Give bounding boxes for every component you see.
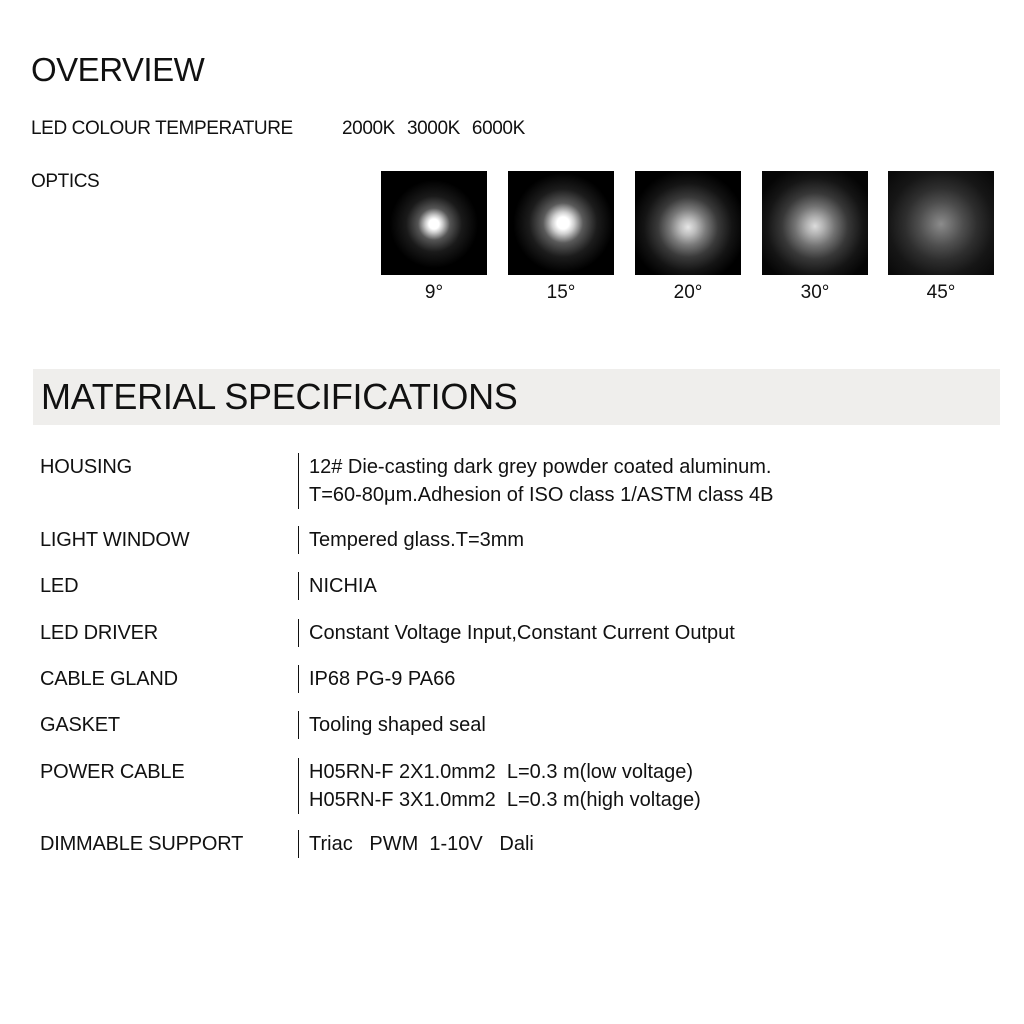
spec-label: POWER CABLE [40,761,185,783]
overview-title: OVERVIEW [31,51,205,88]
spec-value-line: H05RN-F 2X1.0mm2 L=0.3 m(low voltage) [309,761,694,783]
optic-angle-label: 15° [546,282,576,303]
spec-label: GASKET [40,714,120,736]
spec-label: LIGHT WINDOW [40,529,190,551]
optic-angle-label: 20° [673,282,703,303]
spec-value-line: Constant Voltage Input,Constant Current Output [309,622,735,644]
spec-value [298,572,377,600]
spec-value [298,665,455,693]
cct-value: 3000K [406,118,460,139]
optics-label: OPTICS [31,171,100,192]
spec-value-line: 12# Die-casting dark grey powder coated aluminum. [309,456,772,478]
optic-20-degree [635,171,741,305]
spec-value-line: NICHIA [309,575,377,597]
material-specifications-header [33,369,1000,425]
spec-value [298,526,524,554]
spec-value-line: H05RN-F 3X1.0mm2 L=0.3 m(high voltage) [309,789,701,811]
spec-label: LED DRIVER [40,622,159,644]
colour-temperature-label: LED COLOUR TEMPERATURE [31,118,293,139]
cct-value: 2000K [342,118,395,139]
optic-angle-label: 45° [926,282,956,303]
spec-value [298,711,486,739]
optic-15-degree [508,171,614,305]
optic-30-degree [762,171,868,305]
spec-value-line: Tooling shaped seal [309,714,486,736]
optic-45-degree [888,171,994,305]
spec-value-line: Tempered glass.T=3mm [309,529,525,551]
spec-label: CABLE GLAND [40,668,178,690]
spec-value-line: Triac PWM 1-10V Dali [309,833,534,855]
spec-value-line: IP68 PG-9 PA66 [309,668,456,690]
spec-label: DIMMABLE SUPPORT [40,833,244,855]
optic-angle-label: 30° [800,282,830,303]
beam-spot-image [888,171,994,275]
spec-value [298,758,701,814]
beam-spot-image [508,171,614,275]
spec-label: LED [40,575,79,597]
beam-spot-image [635,171,741,275]
spec-value-line: T=60-80μm.Adhesion of ISO class 1/ASTM class 4B [309,484,774,506]
section-title: MATERIAL SPECIFICATIONS [41,376,518,417]
spec-value [298,453,774,509]
colour-temperature-values [342,117,582,141]
optic-9-degree [381,171,487,305]
spec-value [298,830,534,858]
beam-spot-image [762,171,868,275]
optic-angle-label: 9° [424,282,444,303]
beam-spot-image [381,171,487,275]
spec-label: HOUSING [40,456,132,478]
spec-value [298,619,735,647]
cct-value: 6000K [471,118,525,139]
